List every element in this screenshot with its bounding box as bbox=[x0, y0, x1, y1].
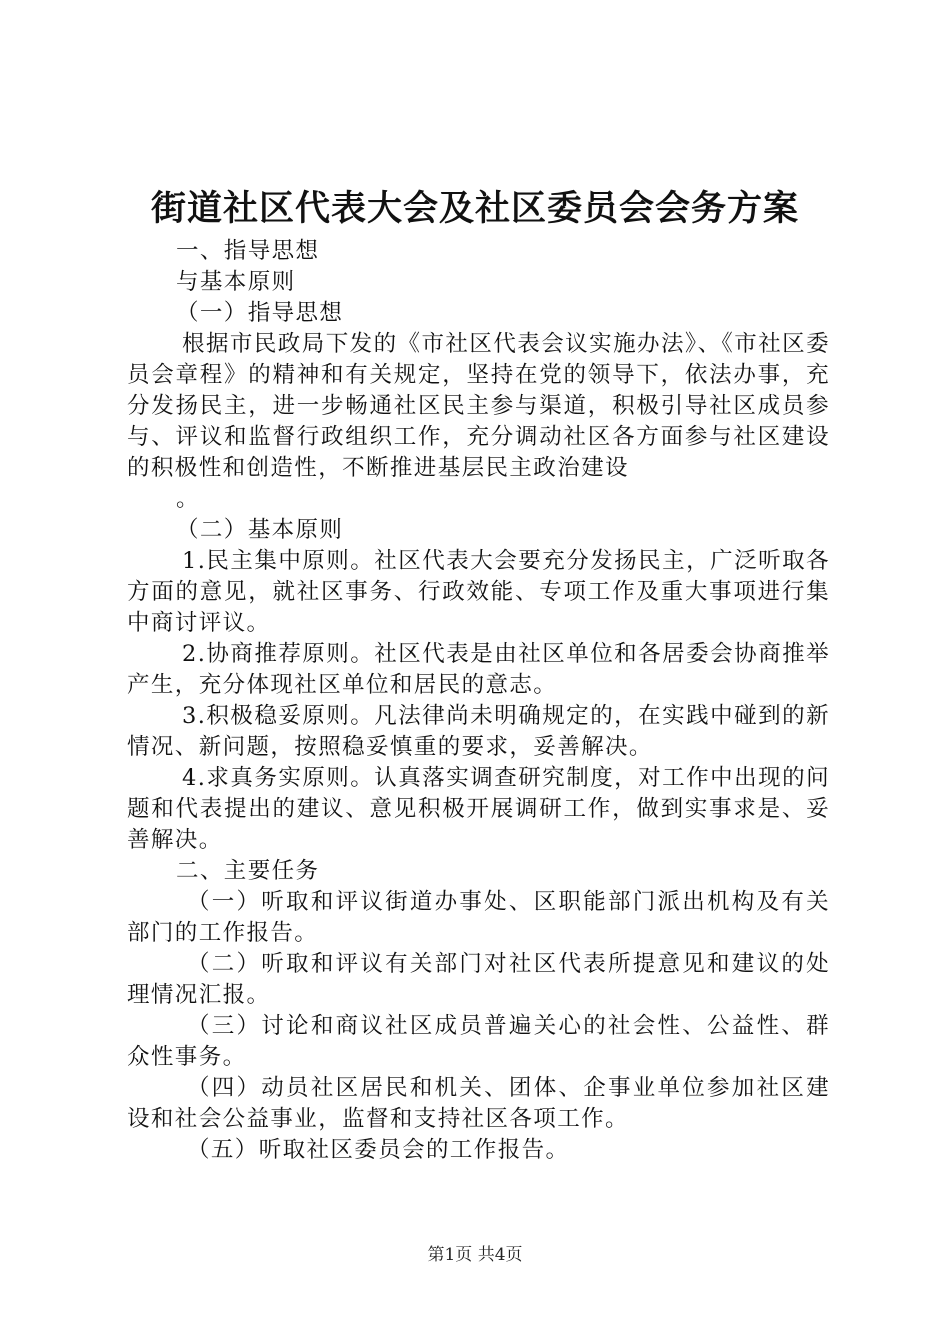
section-heading: 二、主要任务 bbox=[176, 858, 320, 884]
paragraph-ending: 。 bbox=[176, 486, 200, 512]
task-item: （四）动员社区居民和机关、团体、企事业单位参加社区建设和社会公益事业，监督和支持社区各项工作。 bbox=[127, 1075, 830, 1132]
subsection-heading: （一）指导思想 bbox=[176, 300, 344, 326]
document-title: 街道社区代表大会及社区委员会会务方案 bbox=[150, 188, 799, 229]
principle-item: 1.民主集中原则。社区代表大会要充分发扬民主，广泛听取各方面的意见，就社区事务、行政效能、专项工作及重大事项进行集中商讨评议。 bbox=[127, 548, 830, 636]
task-item: （三）讨论和商议社区成员普遍关心的社会性、公益性、群众性事务。 bbox=[127, 1013, 830, 1070]
section-heading-continued: 与基本原则 bbox=[176, 269, 296, 295]
subsection-heading: （二）基本原则 bbox=[176, 517, 344, 543]
paragraph: 根据市民政局下发的《市社区代表会议实施办法》、《市社区委员会章程》的精神和有关规定，坚持在党的领导下，依法办事，充分发扬民主，进一步畅通社区民主参与渠道，积极引导社区成员参与、评议和监督行政组织工作，充分调动社区各方面参与社区建设的积极性和创造性，不断推进基层民主政治建设 bbox=[127, 331, 830, 481]
principle-item: 3.积极稳妥原则。凡法律尚未明确规定的，在实践中碰到的新情况、新问题，按照稳妥慎重的要求，妥善解决。 bbox=[127, 703, 830, 760]
document-body bbox=[127, 236, 830, 1166]
page-number: 第1页 共4页 bbox=[427, 1245, 523, 1265]
principle-item: 4.求真务实原则。认真落实调查研究制度，对工作中出现的问题和代表提出的建议、意见积极开展调研工作，做到实事求是、妥善解决。 bbox=[127, 765, 830, 853]
task-item: （五）听取社区委员会的工作报告。 bbox=[187, 1137, 570, 1163]
principle-item: 2.协商推荐原则。社区代表是由社区单位和各居委会协商推举产生，充分体现社区单位和居民的意志。 bbox=[127, 641, 830, 698]
section-heading: 一、指导思想 bbox=[176, 238, 320, 264]
task-item: （一）听取和评议街道办事处、区职能部门派出机构及有关部门的工作报告。 bbox=[127, 889, 830, 946]
task-item: （二）听取和评议有关部门对社区代表所提意见和建议的处理情况汇报。 bbox=[127, 951, 830, 1008]
